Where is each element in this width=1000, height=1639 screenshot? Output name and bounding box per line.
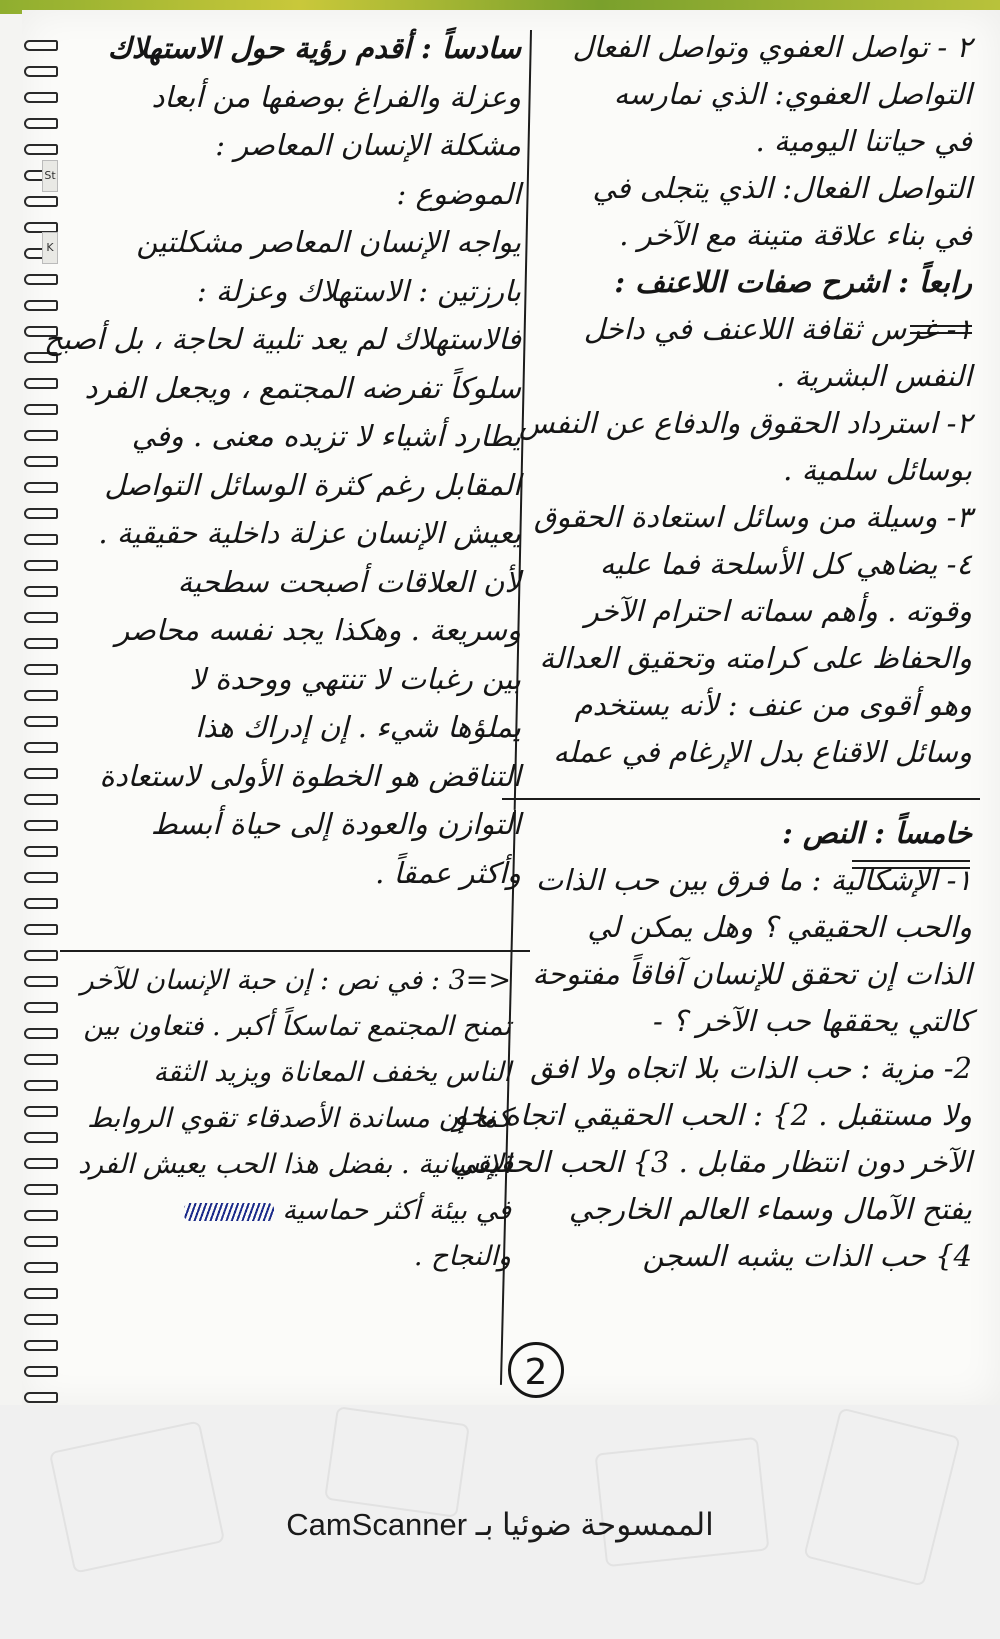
spiral-ring: [24, 92, 58, 103]
spiral-ring: [24, 612, 58, 623]
spiral-ring: [24, 118, 58, 129]
text-line: يواجه الإنسان المعاصر مشكلتين: [136, 225, 521, 259]
spiral-ring: [24, 1106, 58, 1117]
spiral-ring: [24, 742, 58, 753]
text-line: وسريعة . وهكذا يجد نفسه محاصر: [115, 613, 521, 647]
spiral-ring: [24, 1392, 58, 1403]
left-section-separator: [60, 950, 530, 952]
spiral-ring: [24, 638, 58, 649]
spiral-ring: [24, 1288, 58, 1299]
spiral-ring: [24, 378, 58, 389]
text-line: سلوكاً تفرضه المجتمع ، ويجعل الفرد: [84, 370, 521, 405]
caption-arabic: الممسوحة ضوئيا بـ: [475, 1507, 714, 1542]
spiral-ring: [24, 1236, 58, 1247]
text-line: وقوته . وأهم سماته احترام الآخر: [584, 594, 972, 628]
right-section-separator: [502, 798, 980, 800]
spiral-ring: [24, 898, 58, 909]
spiral-ring: [24, 1002, 58, 1013]
spiral-ring: [24, 794, 58, 805]
spiral-ring: [24, 664, 58, 675]
text-line: التناقض هو الخطوة الأولى لاستعادة: [99, 758, 521, 793]
text-line: ٣- وسيلة من وسائل استعادة الحقوق: [533, 500, 972, 534]
section-heading: خامساً : النص :: [782, 816, 972, 850]
text-line: ١- غرس ثقافة اللاعنف في داخل: [583, 312, 972, 346]
text-line: في بناء علاقة متينة مع الآخر .: [619, 218, 972, 252]
spiral-ring: [24, 1210, 58, 1221]
spiral-ring: [24, 1158, 58, 1169]
spiral-ring: [24, 66, 58, 77]
text-line: وأكثر عمقاً .: [375, 855, 521, 890]
spiral-ring: [24, 586, 58, 597]
spiral-ring: [24, 1340, 58, 1351]
spiral-ring: [24, 482, 58, 493]
text-line: الذات إن تحقق للإنسان آفاقاً مفتوحة: [532, 957, 972, 991]
text-line: وهو أقوى من عنف : لأنه يستخدم: [574, 688, 972, 722]
watermark-shape: [49, 1420, 225, 1573]
text-line: الناس يخفف المعاناة ويزيد الثقة: [153, 1057, 511, 1088]
text-line: يملؤها شيء . إن إدراك هذا: [195, 710, 521, 744]
text-line: الآخر دون انتظار مقابل . 3} الحب الحقيقي: [452, 1145, 972, 1179]
text-line: بارزتين : الاستهلاك وعزلة :: [196, 273, 521, 308]
text-line: التواصل الفعال: الذي يتجلى في: [592, 171, 972, 205]
watermark-shape: [803, 1407, 961, 1586]
caption-brand: CamScanner: [286, 1507, 468, 1542]
spiral-ring: [24, 1314, 58, 1325]
notebook-page: [22, 10, 1000, 1405]
ink-scribble: [184, 1203, 274, 1221]
left-column-bottom: [66, 958, 511, 1280]
camscanner-footer: [0, 1405, 1000, 1639]
spiral-ring: [24, 768, 58, 779]
text-line: <=3 : في نص : إن حبة الإنسان للآخر: [80, 965, 511, 996]
spiral-ring: [24, 430, 58, 441]
text-line: فالاستهلاك لم يعد تلبية لحاجة ، بل أصبح: [44, 322, 521, 356]
spiral-ring: [24, 690, 58, 701]
spiral-ring: [24, 820, 58, 831]
text-line: يفتح الآمال وسماء العالم الخارجي: [568, 1192, 972, 1226]
spiral-ring: [24, 144, 58, 155]
spiral-ring: [24, 716, 58, 727]
spiral-ring: [24, 456, 58, 467]
text-line: كما إن مساندة الأصدقاء تقوي الروابط: [87, 1103, 511, 1134]
text-line: لأن العلاقات أصبحت سطحية: [177, 564, 521, 599]
spiral-ring: [24, 196, 58, 207]
spiral-ring: [24, 404, 58, 415]
text-line: ولا مستقبل . 2} : الحب الحقيقي اتجاه نحو: [453, 1098, 972, 1132]
side-tab-k: K: [42, 232, 58, 264]
text-line: يطارد أشياء لا تزيده معنى . وفي: [131, 419, 521, 453]
text-line: يعيش الإنسان عزلة داخلية حقيقية .: [98, 516, 521, 550]
text-line: والحفاظ على كرامته وتحقيق العدالة: [539, 641, 972, 675]
text-line: كالتي يحققها حب الآخر ؟ -: [653, 1004, 972, 1038]
text-line: الموضوع :: [396, 176, 521, 211]
spiral-ring: [24, 1054, 58, 1065]
spiral-ring: [24, 1028, 58, 1039]
right-column-top: [518, 24, 972, 776]
text-line: التوازن والعودة إلى حياة أبسط: [150, 807, 521, 841]
spiral-ring: [24, 1262, 58, 1273]
text-line-with-scribble: [66, 1188, 511, 1234]
text-fragment: في بيئة أكثر حماسية: [282, 1195, 511, 1226]
watermark-shape: [324, 1406, 470, 1518]
spiral-ring: [24, 560, 58, 571]
spiral-ring: [24, 846, 58, 857]
spiral-ring: [24, 300, 58, 311]
spiral-ring: [24, 40, 58, 51]
text-line: المقابل رغم كثرة الوسائل التواصل: [104, 467, 521, 502]
text-line: في حياتنا اليومية .: [755, 124, 972, 158]
spiral-ring: [24, 508, 58, 519]
text-line: 4} حب الذات يشبه السجن: [642, 1239, 972, 1273]
section-heading: رابعاً : اشرح صفات اللاعنف :: [614, 265, 972, 299]
text-line: ٢ - تواصل العفوي وتواصل الفعال: [572, 30, 972, 64]
spiral-ring: [24, 976, 58, 987]
spiral-ring: [24, 924, 58, 935]
text-line: بين رغبات لا تنتهي ووحدة لا: [189, 661, 521, 696]
text-line: النفس البشرية .: [775, 359, 972, 393]
watermark-shape: [594, 1437, 769, 1568]
text-line: مشكلة الإنسان المعاصر :: [215, 128, 521, 162]
spiral-ring: [24, 1080, 58, 1091]
spiral-ring: [24, 1132, 58, 1143]
camscanner-caption: [0, 1507, 1000, 1543]
text-line: والنجاح .: [413, 1241, 511, 1272]
spiral-ring: [24, 950, 58, 961]
text-line: تمنح المجتمع تماسكاً أكبر . فتعاون بين: [83, 1011, 511, 1042]
text-line: والحب الحقيقي ؟ وهل يمكن لي: [587, 910, 972, 944]
text-line: الإنسانية . بفضل هذا الحب يعيش الفرد: [78, 1149, 511, 1180]
text-line: ١- الإشكالية : ما فرق بين حب الذات: [535, 863, 972, 897]
text-line: وسائل الاقناع بدل الإرغام في عمله: [553, 735, 972, 769]
side-tab-st: St: [42, 160, 58, 192]
spiral-ring: [24, 1184, 58, 1195]
text-line: بوسائل سلمية .: [783, 453, 972, 487]
page-number-circle: 2: [508, 1342, 564, 1398]
spiral-ring: [24, 872, 58, 883]
text-line: ٤- يضاهي كل الأسلحة فما عليه: [599, 547, 972, 581]
spiral-ring: [24, 534, 58, 545]
spiral-ring: [24, 1366, 58, 1377]
text-line: 2- مزية : حب الذات بلا اتجاه ولا افق: [530, 1051, 972, 1085]
text-line: التواصل العفوي: الذي نمارسه: [613, 77, 972, 111]
text-line: وعزلة والفراغ بوصفها من أبعاد: [151, 79, 521, 114]
section-heading: سادساً : أقدم رؤية حول الاستهلاك: [107, 31, 521, 65]
spiral-ring: [24, 274, 58, 285]
text-line: ٢- استرداد الحقوق والدفاع عن النفس: [518, 406, 972, 440]
